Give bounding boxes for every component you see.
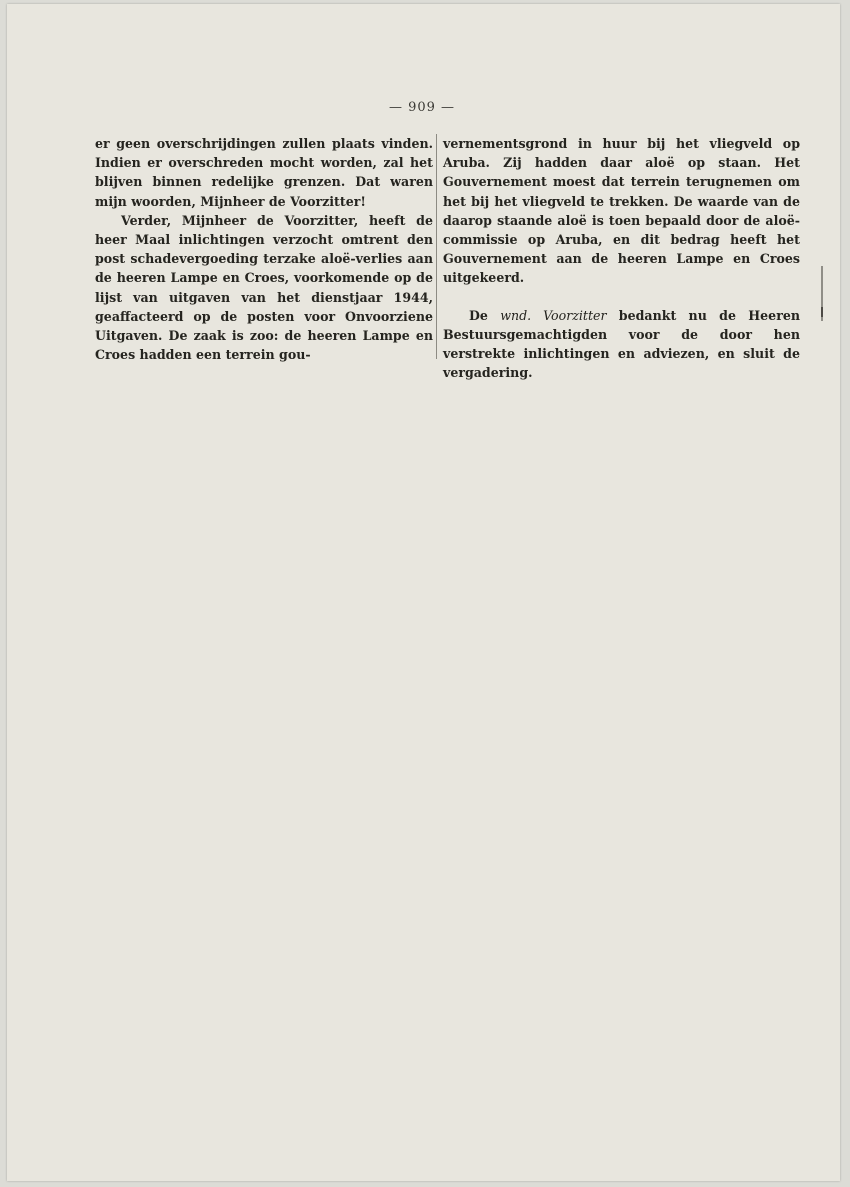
closing-text-end: bedankt nu de Heeren Bestuursgemachtigden voor de door hen verstrekte inlichtingen en adviezen, en sluit de vergadering. — [443, 307, 800, 381]
right-text-column — [443, 134, 800, 382]
margin-mark-dark — [821, 307, 826, 317]
right-paragraph-1: vernementsgrond in huur bij het vliegveld op Aruba. Zij hadden daar aloë op staan. Het Gouvernement moest dat terrein terugnemen om het bij het vliegveld te trekken. De waarde van de daarop staande aloë is toen bepaald door de aloë-commissie op Aruba, en dit bedrag heeft het Gouvernement aan de heeren Lampe en Croes uitgekeerd. — [443, 136, 800, 286]
document-page — [7, 4, 840, 1181]
left-paragraph-1: er geen overschrijdingen zullen plaats vinden. Indien er overschreden mocht worden, zal het blijven binnen redelijke grenzen. Dat waren mijn woorden, Mijnheer de Voorzitter! — [95, 136, 433, 209]
page-number: — 909 — — [388, 100, 456, 115]
left-text-column — [95, 134, 433, 364]
column-divider — [436, 134, 437, 359]
closing-speaker: wnd. Voorzitter — [500, 307, 607, 323]
closing-text-start: De — [469, 307, 488, 323]
left-paragraph-2: Verder, Mijnheer de Voorzitter, heeft de heer Maal inlichtingen verzocht omtrent den post schadevergoeding terzake aloë-verlies aan de heeren Lampe en Croes, voorkomende op de lijst van uitgaven van het dienstjaar 1944, geaffacteerd op de posten voor Onvoorziene Uitgaven. De zaak is zoo: de heeren Lampe en Croes hadden een terrein gou- — [95, 212, 433, 363]
right-paragraph-2 — [443, 306, 800, 383]
